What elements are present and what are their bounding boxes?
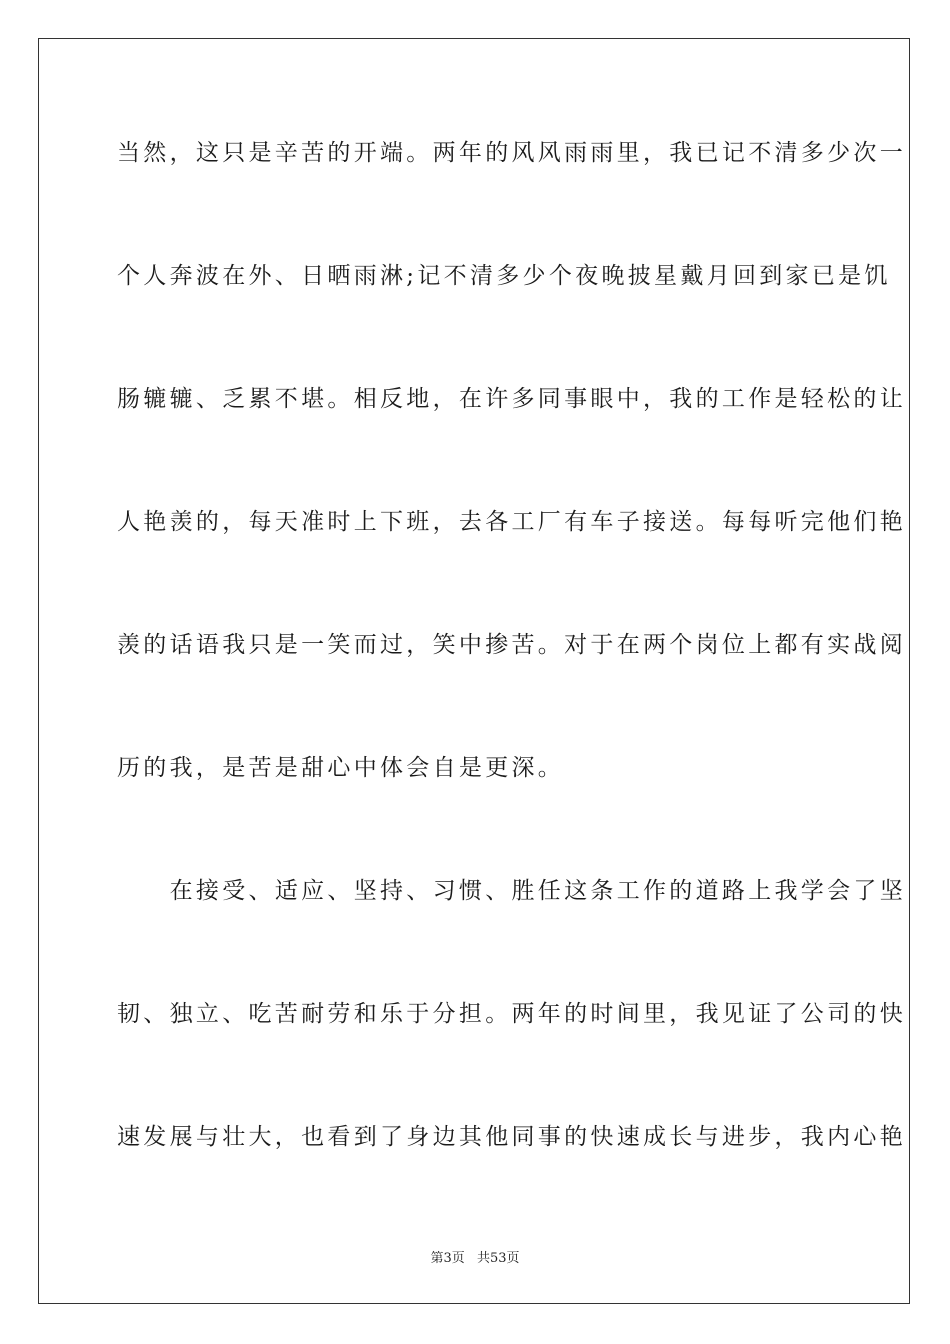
- page-footer: [0, 1247, 950, 1266]
- text-line: 当然，这只是辛苦的开端。两年的风风雨雨里，我已记不清多少次一: [117, 140, 906, 166]
- text-line: 在接受、适应、坚持、习惯、胜任这条工作的道路上我学会了坚: [117, 878, 906, 904]
- text-line: 历的我，是苦是甜心中体会自是更深。: [117, 755, 565, 781]
- text-line: 个人奔波在外、日晒雨淋;记不清多少个夜晚披星戴月回到家已是饥: [117, 263, 891, 289]
- text-line: 羡的话语我只是一笑而过，笑中掺苦。对于在两个岗位上都有实战阅: [117, 632, 906, 658]
- text-line: 肠辘辘、乏累不堪。相反地，在许多同事眼中，我的工作是轻松的让: [117, 386, 906, 412]
- page-total: 共53页: [476, 1251, 520, 1266]
- page-number: 第3页: [430, 1251, 465, 1266]
- text-line: 韧、独立、吃苦耐劳和乐于分担。两年的时间里，我见证了公司的快: [117, 1001, 906, 1027]
- text-line: 速发展与壮大，也看到了身边其他同事的快速成长与进步，我内心艳: [117, 1124, 906, 1150]
- text-line: 人艳羡的，每天准时上下班，去各工厂有车子接送。每每听完他们艳: [117, 509, 906, 535]
- page-border: [38, 38, 910, 1304]
